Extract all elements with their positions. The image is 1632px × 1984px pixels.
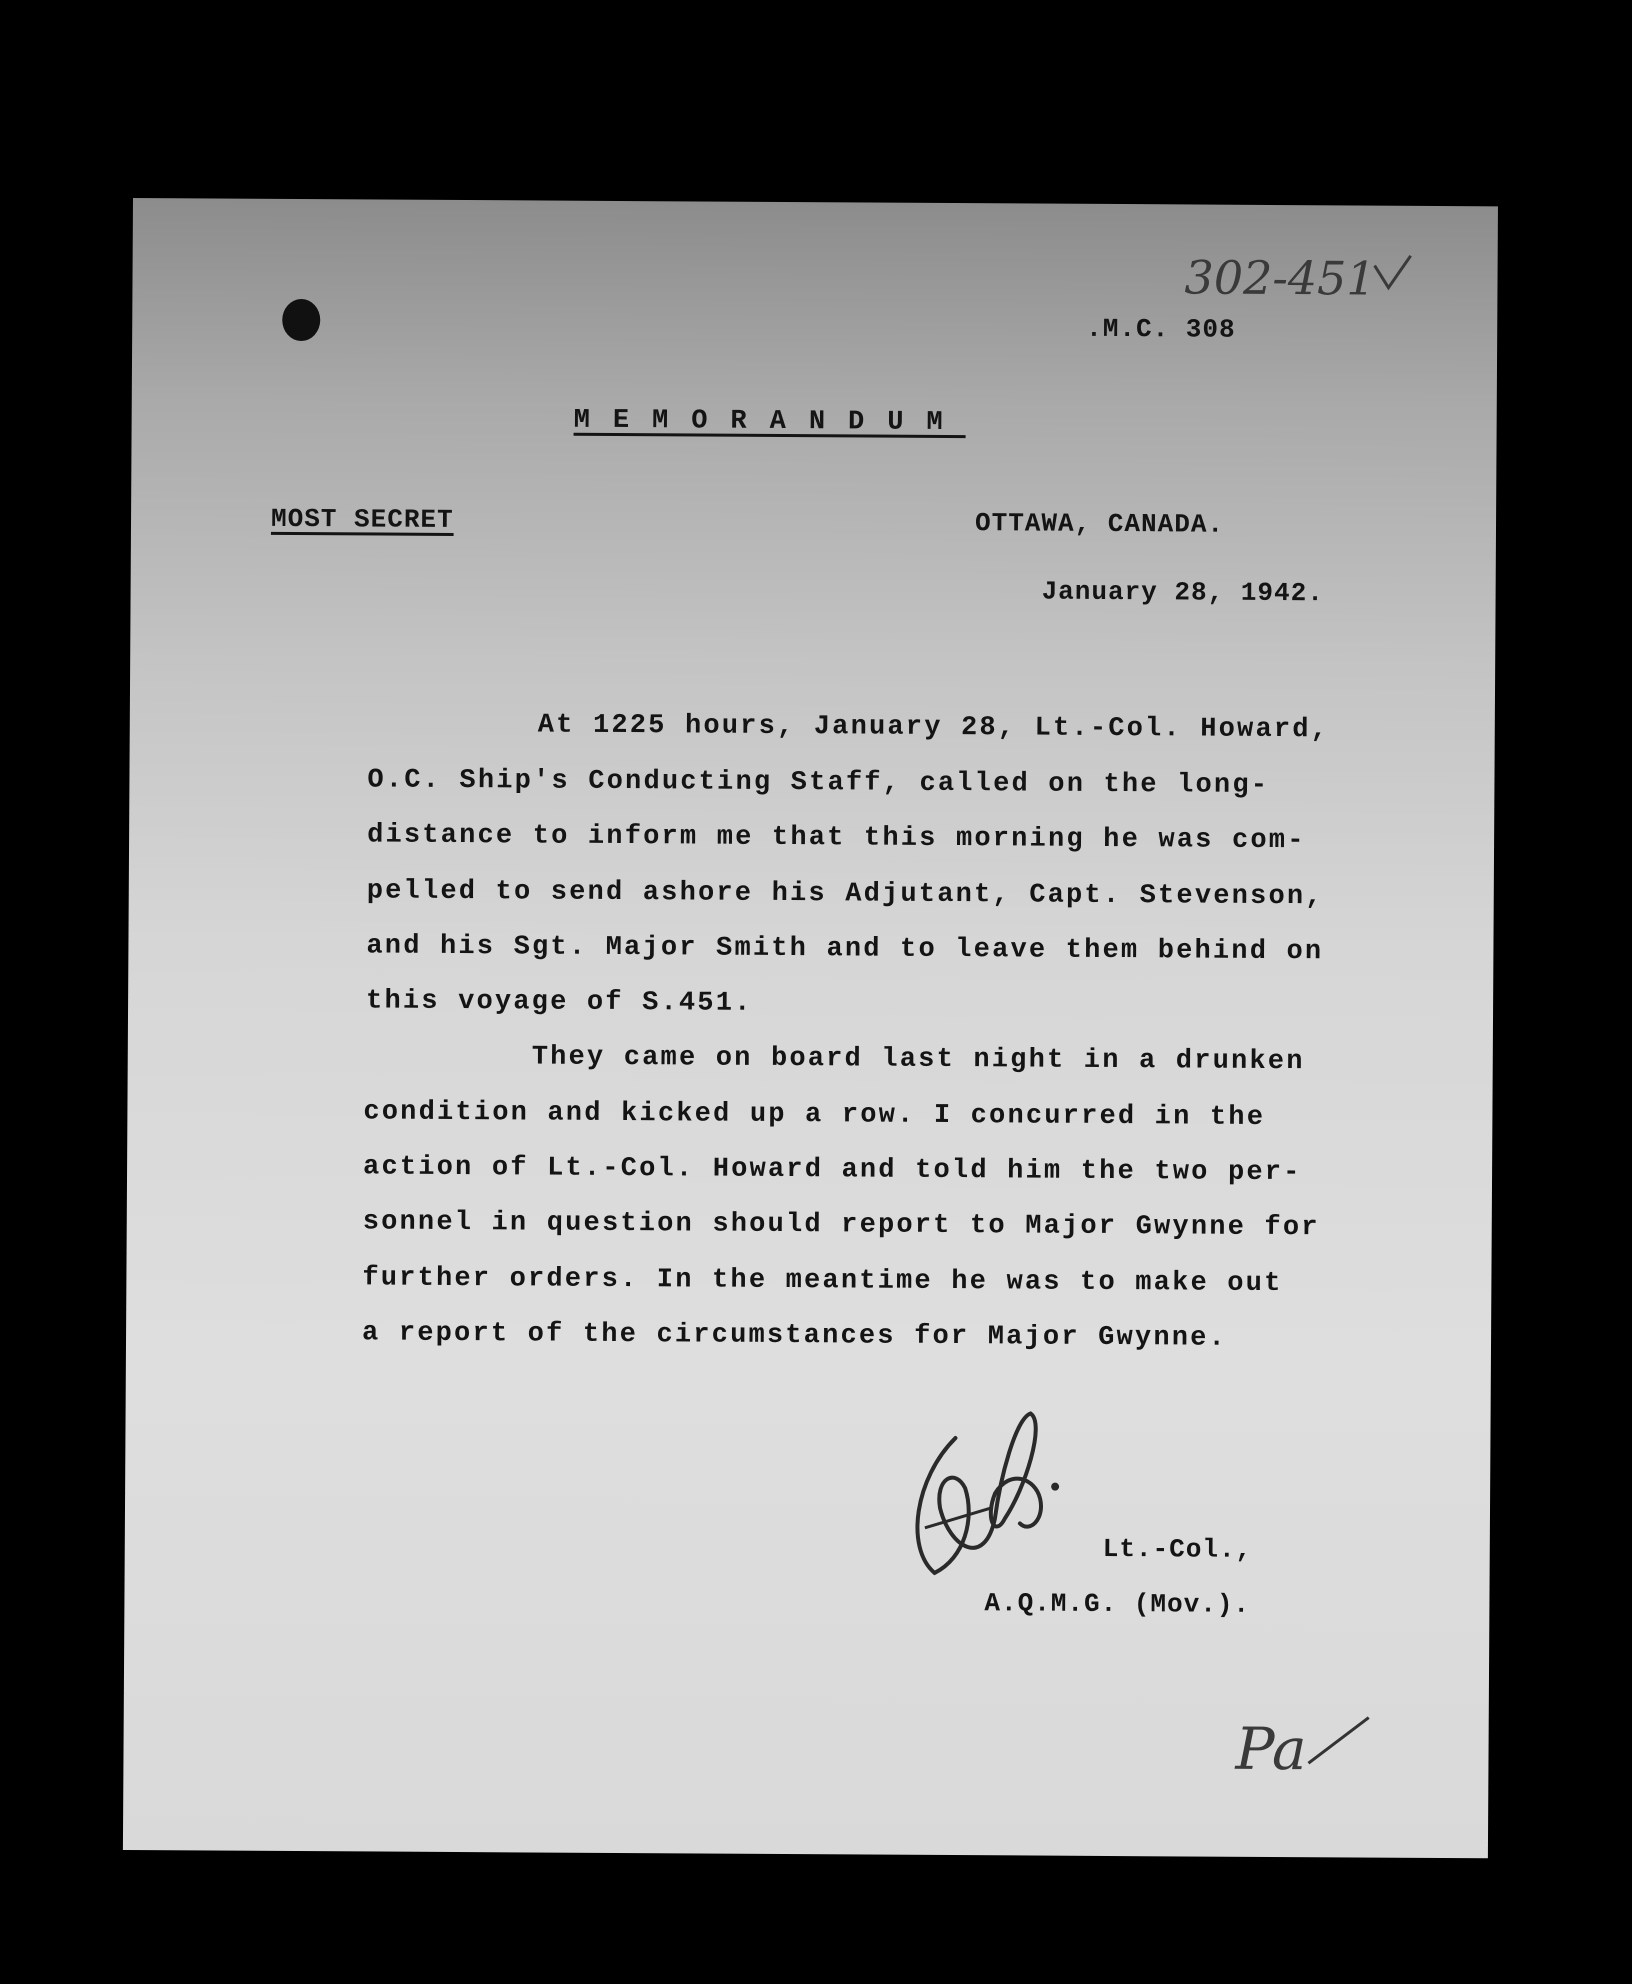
file-number-annotation: 302-451 — [1184, 250, 1376, 306]
body-line: O.C. Ship's Conducting Staff, called on the long- — [367, 765, 1270, 801]
body-line: pelled to send ashore his Adjutant, Capt. Stevenson, — [366, 876, 1324, 913]
signature-rank: Lt.-Col., — [1102, 1533, 1253, 1565]
classification-label: MOST SECRET — [270, 503, 454, 535]
body-line: this voyage of S.451. — [366, 986, 753, 1019]
body-line: a report of the circumstances for Major Gwynne. — [361, 1318, 1228, 1354]
body-line: further orders. In the meantime he was to make out — [362, 1263, 1283, 1300]
memo-page — [123, 198, 1498, 1858]
body-line: At 1225 hours, January 28, Lt.-Col. Howard, — [537, 710, 1330, 746]
body-line: sonnel in question should report to Major Gwynne for — [362, 1207, 1320, 1244]
body-line: distance to inform me that this morning he was com- — [367, 820, 1306, 857]
handwritten-signature — [894, 1398, 1075, 1599]
initials-slash-icon — [1303, 1705, 1373, 1775]
body-line: action of Lt.-Col. Howard and told him the two per- — [362, 1152, 1302, 1189]
memo-title: MEMORANDUM — [573, 405, 966, 439]
memo-reference: .M.C. 308 — [1086, 313, 1236, 345]
body-line: and his Sgt. Major Smith and to leave them behind on — [366, 931, 1324, 968]
location: OTTAWA, CANADA. — [974, 508, 1225, 540]
signature-title: A.Q.M.G. (Mov.). — [984, 1588, 1251, 1620]
handwritten-initials: Pa — [1235, 1714, 1307, 1784]
body-line: condition and kicked up a row. I concurred in the — [363, 1097, 1266, 1133]
body-line: They came on board last night in a drunken — [531, 1042, 1305, 1078]
date: January 28, 1942. — [1041, 576, 1324, 609]
checkmark-icon — [1370, 252, 1414, 292]
punch-hole — [282, 299, 320, 341]
